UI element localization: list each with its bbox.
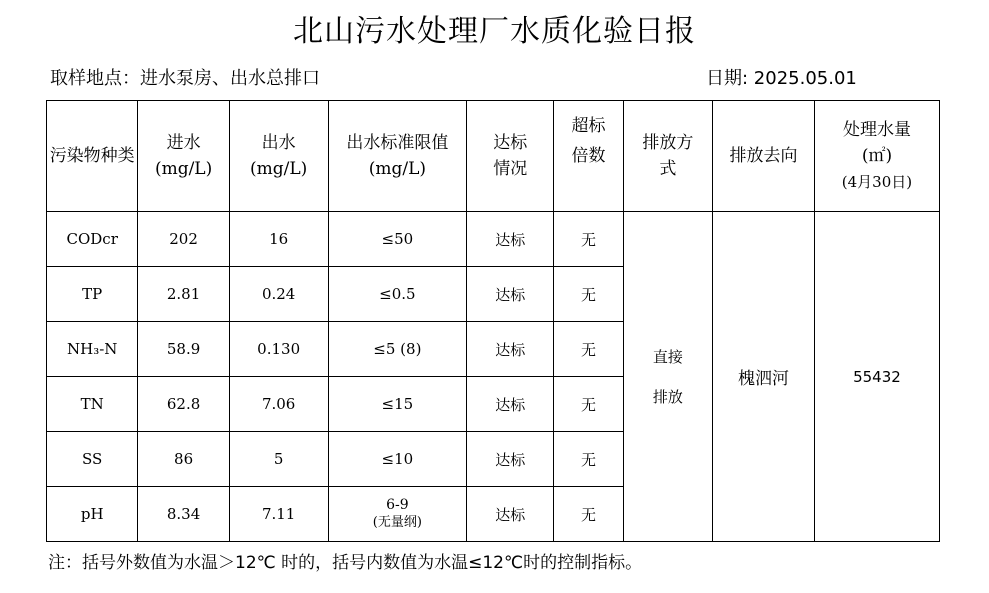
inflow-cell: 202 — [138, 212, 229, 267]
header-row — [47, 101, 940, 212]
inflow-cell: 86 — [138, 432, 229, 487]
report-date: 日期: 2025.05.01 — [706, 68, 857, 89]
exceed-cell: 无 — [554, 432, 623, 487]
sampling-location: 取样地点：进水泵房、出水总排口 — [50, 68, 320, 89]
exceed-cell: 无 — [554, 487, 623, 542]
header-destination: 排放去向 — [713, 101, 815, 212]
limit-cell: ≤10 — [328, 432, 467, 487]
pollutant-cell: pH — [47, 487, 138, 542]
pollutant-cell: TN — [47, 377, 138, 432]
discharge-mode-cell: 直接 排放 — [623, 212, 712, 542]
outflow-cell: 7.06 — [229, 377, 328, 432]
header-discharge-mode: 排放方 式 — [623, 101, 712, 212]
limit-cell: ≤50 — [328, 212, 467, 267]
pollutant-cell: CODcr — [47, 212, 138, 267]
header-volume: 处理水量 (㎡) (4月30日) — [814, 101, 939, 212]
header-pollutant: 污染物种类 — [47, 101, 138, 212]
destination-cell: 槐泗河 — [713, 212, 815, 542]
outflow-cell: 0.24 — [229, 267, 328, 322]
inflow-cell: 2.81 — [138, 267, 229, 322]
exceed-cell: 无 — [554, 377, 623, 432]
exceed-cell: 无 — [554, 212, 623, 267]
report-title: 北山污水处理厂水质化验日报 — [293, 14, 696, 49]
limit-cell: 6-9 (无量纲) — [328, 487, 467, 542]
header-compliance: 达标 情况 — [467, 101, 554, 212]
pollutant-cell: NH₃-N — [47, 322, 138, 377]
header-exceed: 超标 倍数 — [554, 101, 623, 212]
water-quality-table — [46, 100, 940, 542]
header-outflow: 出水 (mg/L) — [229, 101, 328, 212]
outflow-cell: 16 — [229, 212, 328, 267]
exceed-cell: 无 — [554, 322, 623, 377]
status-cell: 达标 — [467, 432, 554, 487]
inflow-cell: 8.34 — [138, 487, 229, 542]
outflow-cell: 5 — [229, 432, 328, 487]
header-inflow: 进水 (mg/L) — [138, 101, 229, 212]
status-cell: 达标 — [467, 322, 554, 377]
status-cell: 达标 — [467, 487, 554, 542]
footnote: 注：括号外数值为水温＞12℃ 时的，括号内数值为水温≤12℃时的控制指标。 — [48, 553, 643, 573]
outflow-cell: 7.11 — [229, 487, 328, 542]
limit-cell: ≤0.5 — [328, 267, 467, 322]
inflow-cell: 58.9 — [138, 322, 229, 377]
limit-cell: ≤15 — [328, 377, 467, 432]
status-cell: 达标 — [467, 212, 554, 267]
pollutant-cell: SS — [47, 432, 138, 487]
header-limit: 出水标准限值 (mg/L) — [328, 101, 467, 212]
inflow-cell: 62.8 — [138, 377, 229, 432]
outflow-cell: 0.130 — [229, 322, 328, 377]
table-row — [47, 212, 940, 267]
pollutant-cell: TP — [47, 267, 138, 322]
limit-cell: ≤5 (8) — [328, 322, 467, 377]
exceed-cell: 无 — [554, 267, 623, 322]
treated-volume-value: 55432 — [814, 212, 939, 542]
status-cell: 达标 — [467, 377, 554, 432]
status-cell: 达标 — [467, 267, 554, 322]
